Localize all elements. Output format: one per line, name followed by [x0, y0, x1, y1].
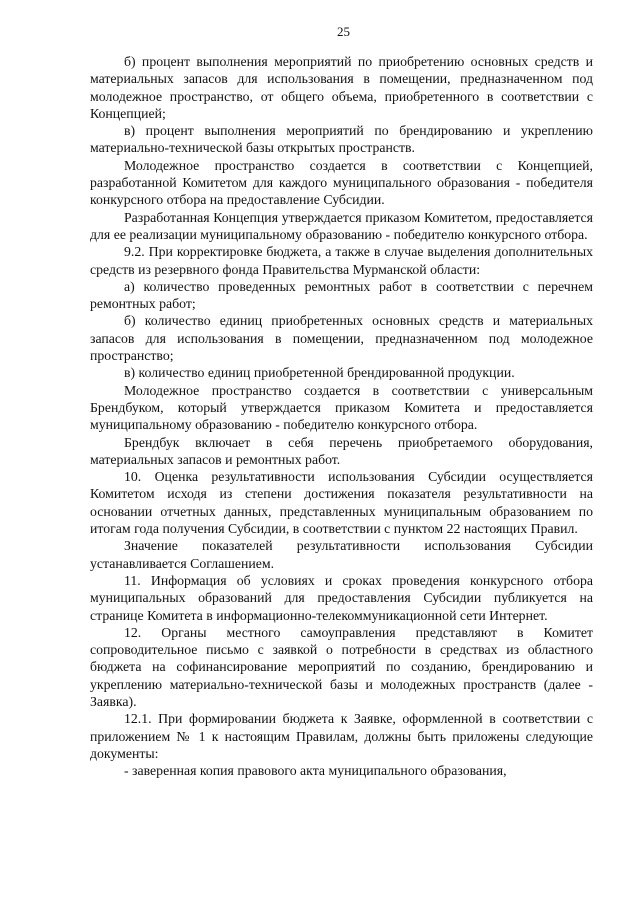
paragraph: - заверенная копия правового акта муниципального образования,	[124, 763, 507, 779]
paragraph: 12. Органы местного самоуправления представляют в Комитет сопроводительное письмо с заявкой о потребности в средствах из областного бюджета на софинансирование мероприятий по созданию, брендированию и укреплению материально-технической базы и молодежных пространств (далее - Заявка).	[90, 624, 593, 709]
paragraph: Брендбук включает в себя перечень приобретаемого оборудования, материальных запасов и ремонтных работ.	[90, 434, 593, 467]
paragraph: 9.2. При корректировке бюджета, а также в случае выделения дополнительных средств из резервного фонда Правительства Мурманской области:	[90, 244, 593, 277]
paragraph: б) процент выполнения мероприятий по приобретению основных средств и материальных запасов для использования в помещении, предназначенном под молодежное пространство, от общего объема, приобретенного в соответствии с Концепцией;	[90, 54, 593, 121]
paragraph: 10. Оценка результативности использования Субсидии осуществляется Комитетом исходя из степени достижения показателя результативности на основании отчетных данных, представленных муниципальным образованием по итогам года получения Субсидии, в соответствии с пунктом 22 настоящих Правил.	[90, 469, 593, 537]
paragraph: в) процент выполнения мероприятий по брендированию и укреплению материально-технической базы открытых пространств.	[90, 123, 593, 156]
paragraph: б) количество единиц приобретенных основных средств и материальных запасов для использования в помещении, предназначенном под молодежное пространство;	[90, 313, 593, 364]
paragraph: Молодежное пространство создается в соответствии с универсальным Брендбуком, который утверждается приказом Комитета и предоставляется муниципальному образованию - победителю конкурсного отбора.	[90, 382, 593, 433]
paragraph: 12.1. При формировании бюджета к Заявке, оформленной в соответствии с приложением № 1 к настоящим Правилам, должны быть приложены следующие документы:	[90, 711, 593, 761]
paragraph: Разработанная Концепция утверждается приказом Комитетом, предоставляется для ее реализации муниципальному образованию - победителю конкурсного отбора.	[90, 209, 593, 242]
paragraph: Молодежное пространство создается в соответствии с Концепцией, разработанной Комитетом для каждого муниципального образования - победителя конкурсного отбора на предоставление Субсидии.	[90, 157, 593, 208]
paragraph: в) количество единиц приобретенной брендированной продукции.	[124, 365, 515, 381]
document-body	[90, 53, 593, 779]
paragraph: а) количество проведенных ремонтных работ в соответствии с перечнем ремонтных работ;	[90, 278, 593, 312]
paragraph: Значение показателей результативности использования Субсидии устанавливается Соглашением.	[90, 538, 593, 571]
page-number: 25	[337, 24, 350, 39]
paragraph: 11. Информация об условиях и сроках проведения конкурсного отбора муниципальных образований для предоставления Субсидии публикуется на странице Комитета в информационно-телекоммуникационной сети Интернет.	[90, 572, 593, 623]
